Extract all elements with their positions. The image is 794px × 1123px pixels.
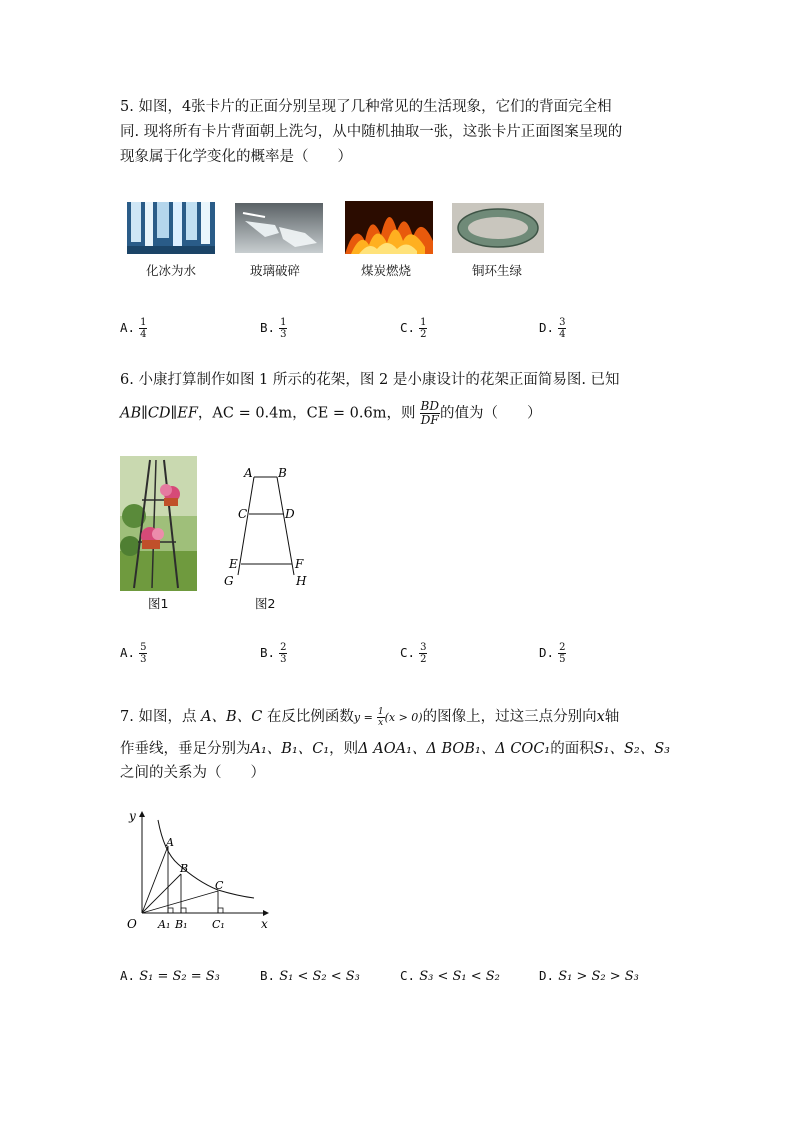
ice-melting-image <box>127 202 215 254</box>
point-c-label: C <box>238 507 248 521</box>
fig2-caption: 图2 <box>255 596 276 611</box>
point-h-label: H <box>296 574 307 588</box>
card-caption-3: 煤炭燃烧 <box>361 263 412 278</box>
x-axis-label: x <box>261 917 268 931</box>
broken-glass-image <box>235 203 323 253</box>
q6-option-d[interactable]: D. $\frac{2}{5}$ <box>539 642 566 665</box>
card-caption-4: 铜环生绿 <box>472 263 523 278</box>
card-caption-2: 玻璃破碎 <box>250 263 301 278</box>
q5-option-b[interactable]: B. $\frac{1}{3}$ <box>260 317 287 340</box>
burning-coal-image <box>345 201 433 254</box>
q6-line-1: 6. 小康打算制作如图 1 所示的花架，图 2 是小康设计的花架正面简易图. 已知 <box>120 372 620 388</box>
q7-line-3: 之间的关系为（ ） <box>120 765 265 781</box>
q7-option-a[interactable]: A. S₁ = S₂ = S₃ <box>120 968 220 984</box>
point-c-label: C <box>215 879 224 892</box>
flower-stand-diagram <box>222 462 312 592</box>
point-e-label: E <box>229 557 238 571</box>
flower-stand-photo <box>120 456 197 591</box>
q5-option-c[interactable]: C. $\frac{1}{2}$ <box>400 317 427 340</box>
origin-label: O <box>127 917 137 931</box>
q6-option-c[interactable]: C. $\frac{3}{2}$ <box>400 642 427 665</box>
q7-option-c[interactable]: C. S₃ < S₁ < S₂ <box>400 968 500 984</box>
fig1-caption: 图1 <box>148 596 169 611</box>
q7-line-1: 7. 如图，点 A、B、C 在反比例函数y = $\frac{1}{x}$ (x > 0)的图像上，过这三点分别向x轴 <box>120 706 620 728</box>
q6-option-a[interactable]: A. $\frac{5}{3}$ <box>120 642 147 665</box>
inverse-function-graph <box>118 802 278 932</box>
q7-option-d[interactable]: D. S₁ > S₂ > S₃ <box>539 968 639 984</box>
q5-line-3: 现象属于化学变化的概率是（ ） <box>120 149 352 165</box>
q5-line-1: 5. 如图，4张卡片的正面分别呈现了几种常见的生活现象，它们的背面完全相 <box>120 99 612 115</box>
y-axis-label: y <box>129 809 136 823</box>
point-f-label: F <box>295 557 304 571</box>
foot-c1-label: C₁ <box>212 918 225 931</box>
q7-line-2: 作垂线，垂足分别为A₁、B₁、C₁，则Δ AOA₁、Δ BOB₁、Δ COC₁的面积S₁、S₂、S₃ <box>120 741 670 757</box>
foot-a1-label: A₁ <box>158 918 171 931</box>
q6-option-b[interactable]: B. $\frac{2}{3}$ <box>260 642 287 665</box>
point-a-label: A <box>244 466 253 480</box>
q5-option-d[interactable]: D. $\frac{3}{4}$ <box>539 317 566 340</box>
point-d-label: D <box>285 507 295 521</box>
card-caption-1: 化冰为水 <box>146 263 197 278</box>
q5-line-2: 同. 现将所有卡片背面朝上洗匀，从中随机抽取一张，这张卡片正面图案呈现的 <box>120 124 623 140</box>
q5-option-a[interactable]: A. $\frac{1}{4}$ <box>120 317 147 340</box>
copper-ring-image <box>452 203 544 253</box>
point-b-label: B <box>278 466 287 480</box>
q7-option-b[interactable]: B. S₁ < S₂ < S₃ <box>260 968 360 984</box>
point-a-label: A <box>166 836 174 849</box>
foot-b1-label: B₁ <box>175 918 188 931</box>
point-b-label: B <box>180 862 189 875</box>
q6-line-2: AB∥CD∥EF，AC = 0.4m，CE = 0.6m，则 $\frac{BD}{DF}$ 的值为（ ） <box>120 399 542 427</box>
point-g-label: G <box>224 574 234 588</box>
